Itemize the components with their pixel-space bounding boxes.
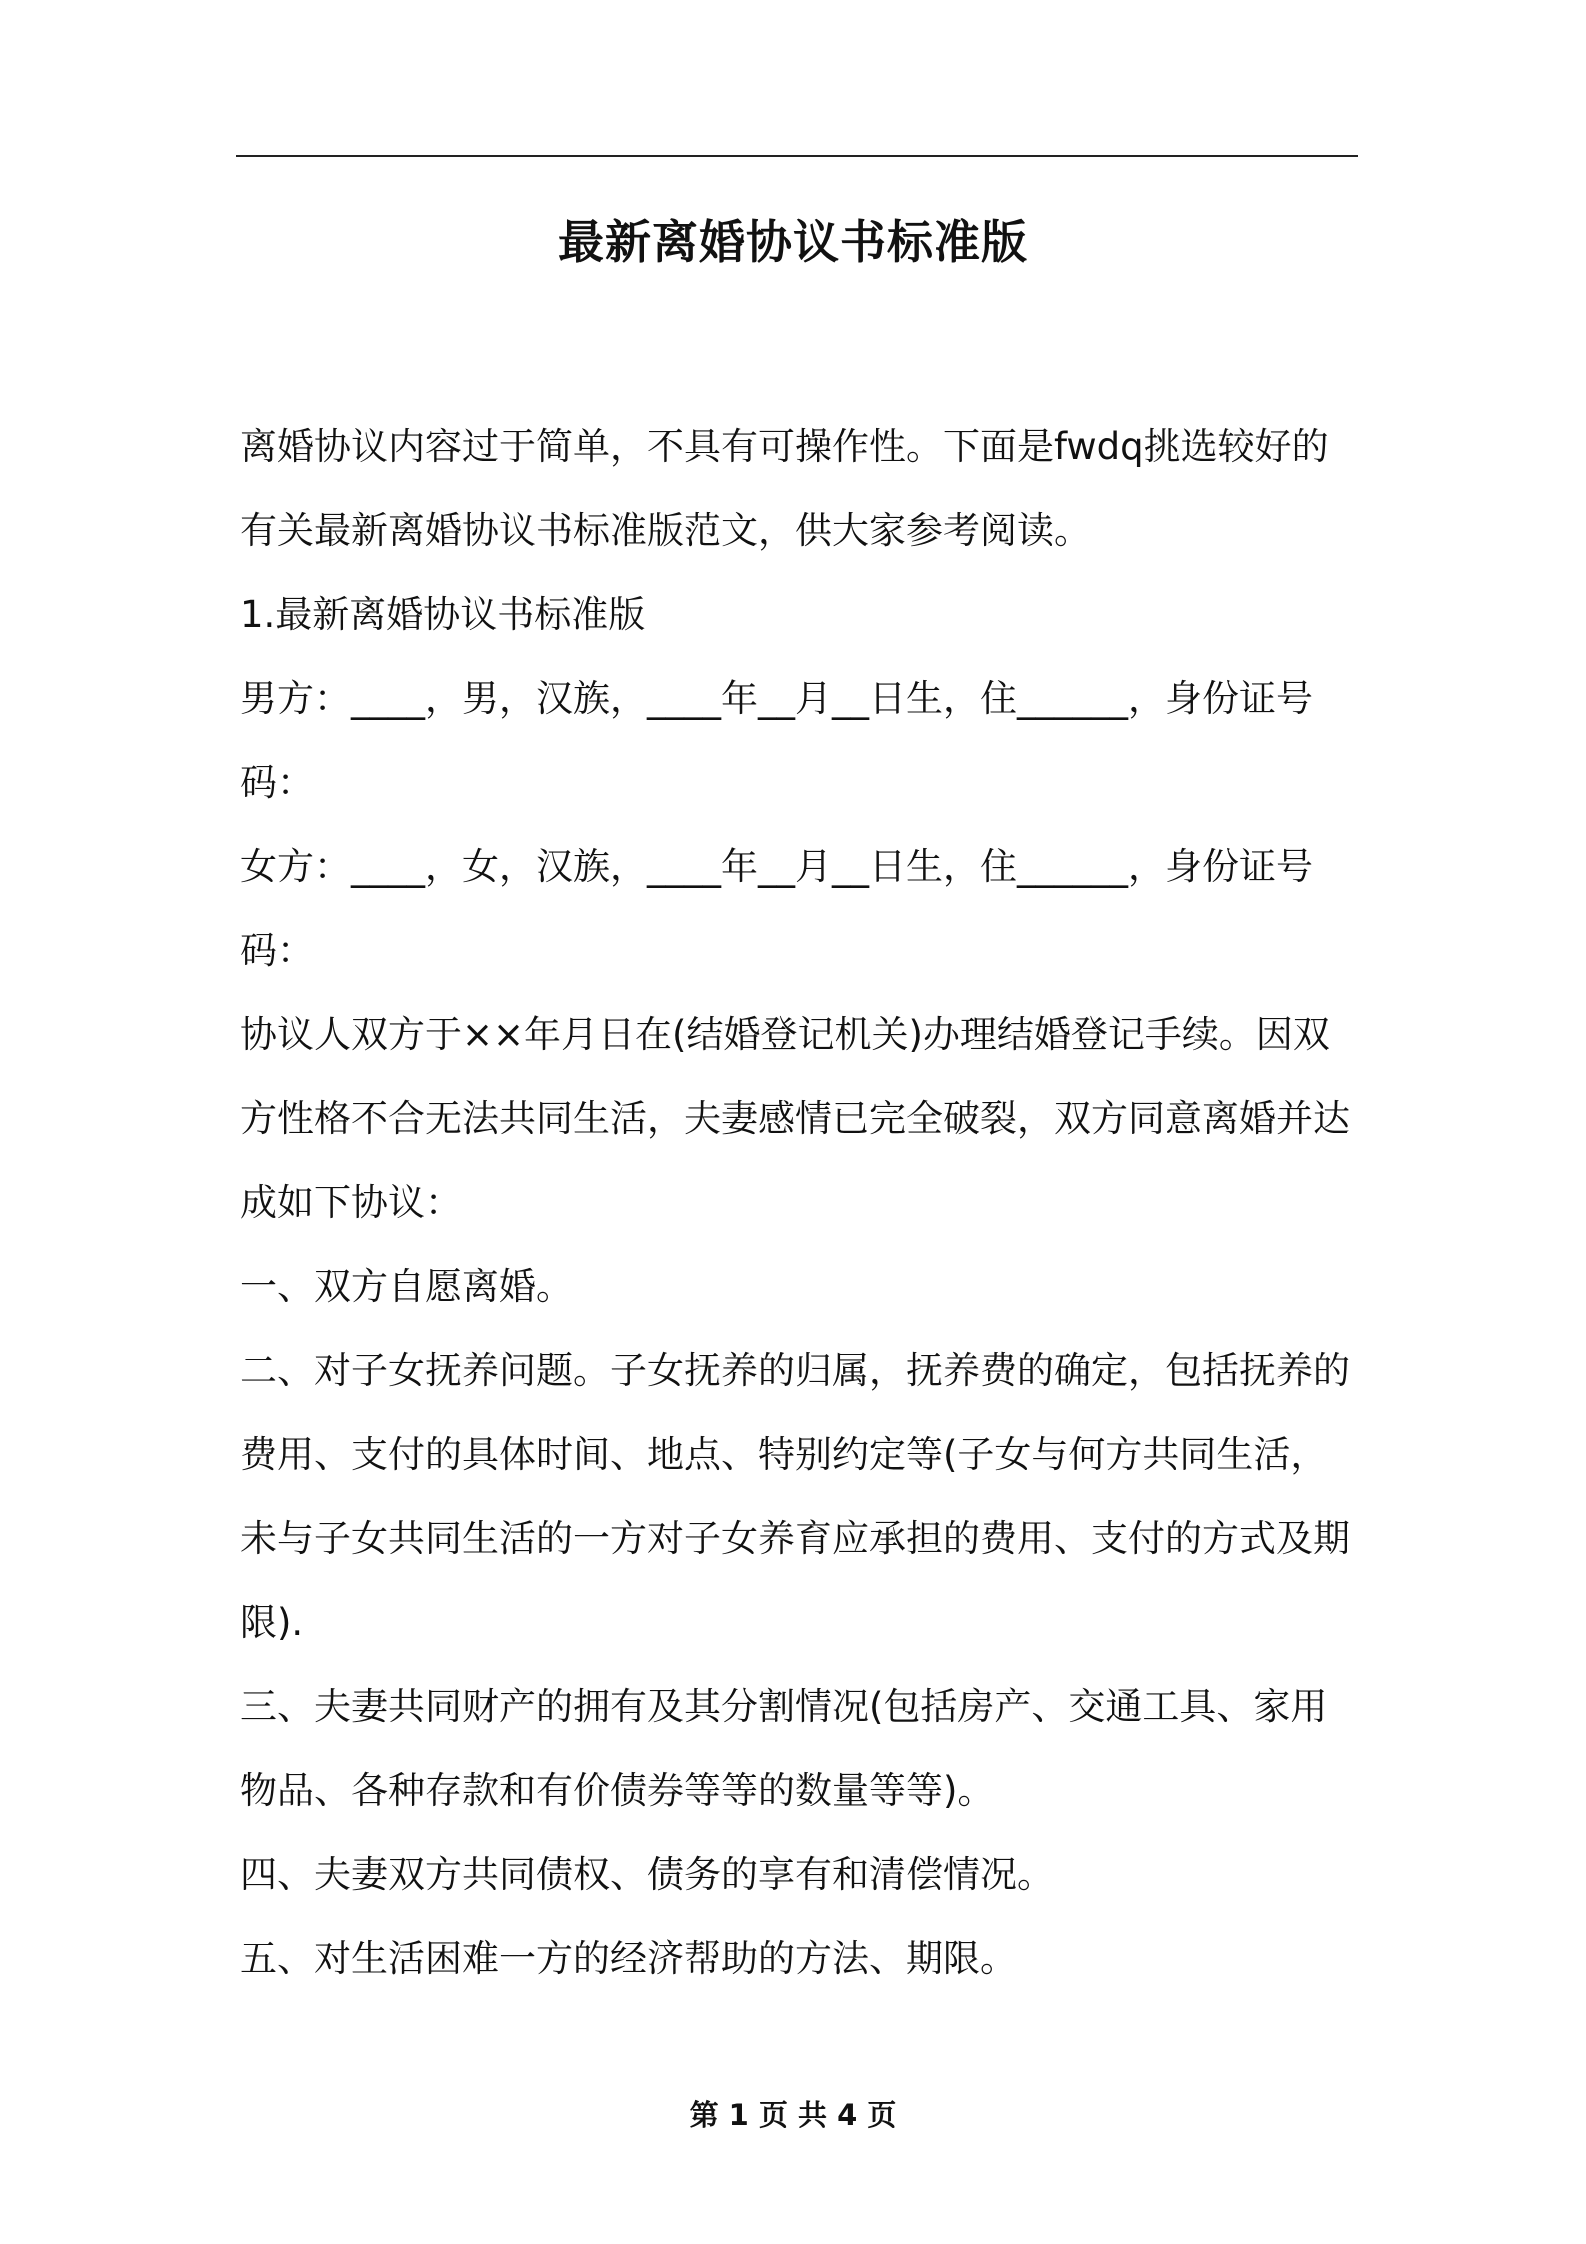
section-heading: 1.最新离婚协议书标准版 bbox=[240, 593, 646, 636]
clause-3: 三、夫妻共同财产的拥有及其分割情况(包括房产、交通工具、家用物品、各种存款和有价债券等等的数量等等)。 bbox=[240, 1685, 1328, 1812]
clause-4: 四、夫妻双方共同债权、债务的享有和清偿情况。 bbox=[240, 1853, 1054, 1896]
header-rule bbox=[236, 155, 1358, 157]
paragraph-wife-info: 女方：____，女，汉族，____年__月__日生，住______，身份证号码： bbox=[240, 845, 1313, 972]
clause-5: 五、对生活困难一方的经济帮助的方法、期限。 bbox=[240, 1937, 1017, 1980]
paragraph-intro: 离婚协议内容过于简单，不具有可操作性。下面是fwdq挑选较好的有关最新离婚协议书标准版范文，供大家参考阅读。 bbox=[240, 425, 1329, 552]
page-number-footer: 第 1 页 共 4 页 bbox=[689, 2098, 897, 2132]
document-body bbox=[240, 405, 1360, 2001]
clause-1: 一、双方自愿离婚。 bbox=[240, 1265, 573, 1308]
document-title: 最新离婚协议书标准版 bbox=[558, 215, 1028, 269]
paragraph-husband-info: 男方：____，男，汉族，____年__月__日生，住______，身份证号码： bbox=[240, 677, 1313, 804]
paragraph-agreement-preamble: 协议人双方于××年月日在(结婚登记机关)办理结婚登记手续。因双方性格不合无法共同生活，夫妻感情已完全破裂，双方同意离婚并达成如下协议： bbox=[240, 1013, 1350, 1224]
clause-2: 二、对子女抚养问题。子女抚养的归属，抚养费的确定，包括抚养的费用、支付的具体时间、地点、特别约定等(子女与何方共同生活，未与子女共同生活的一方对子女养育应承担的费用、支付的方式及期限). bbox=[240, 1349, 1350, 1644]
